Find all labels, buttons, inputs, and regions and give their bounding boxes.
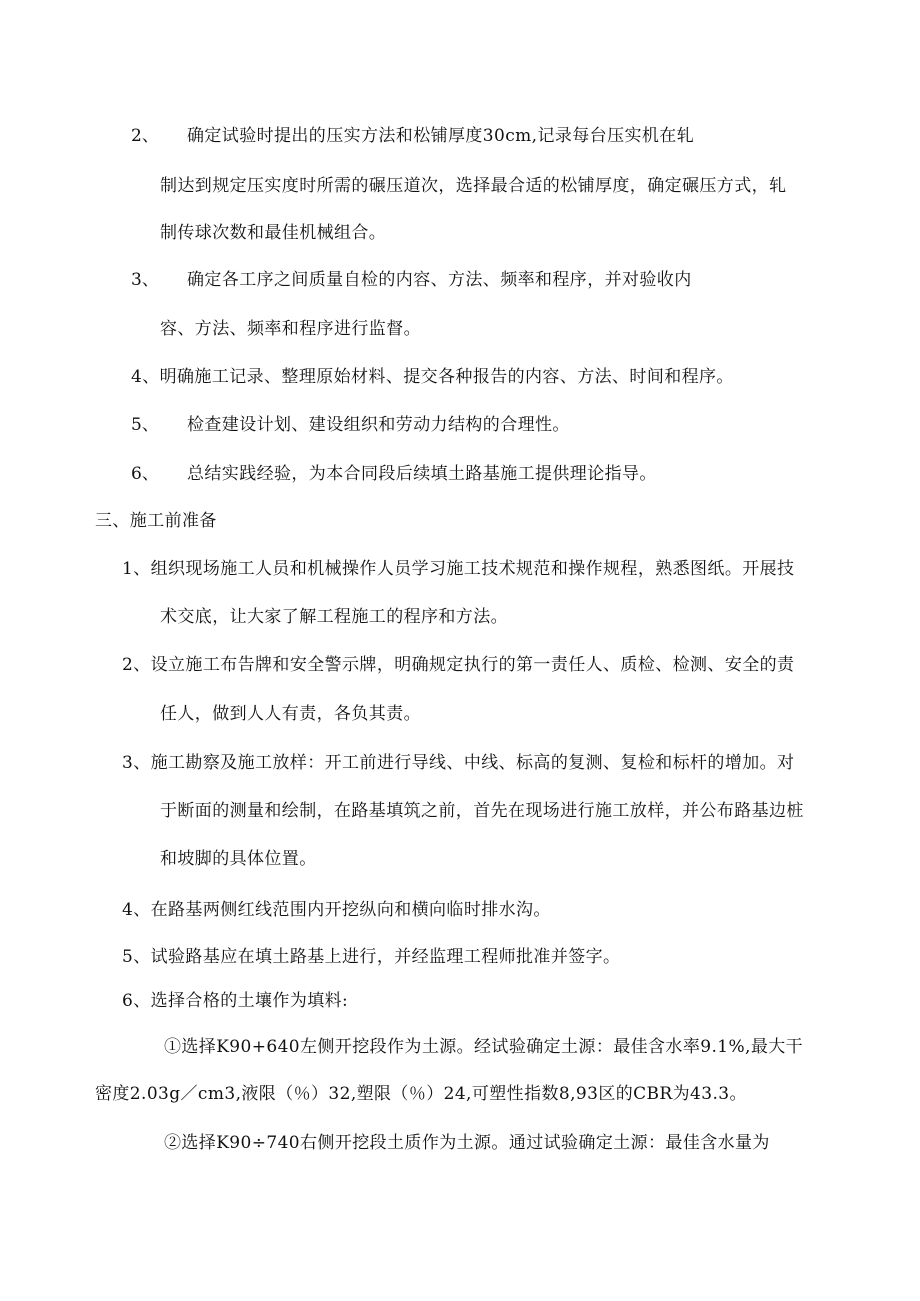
item-number: 3、 xyxy=(131,270,159,290)
item-text-continued: 制传球次数和最佳机械组合。 xyxy=(160,223,387,243)
prep-item-continued: 于断面的测量和绘制，在路基填筑之前，首先在现场进行施工放样，并公布路基边桩 xyxy=(160,801,804,821)
item-text: 确定试验时提出的压实方法和松铺厚度30cm,记录每台压实机在轧 xyxy=(187,126,695,146)
prep-item: 5、试验路基应在填土路基上进行，并经监理工程师批准并签字。 xyxy=(122,947,621,967)
soil-item-continued: 密度2.03g／cm3,液限（％）32,塑限（％）24,可塑性指数8,93区的CBR为43.3。 xyxy=(95,1084,747,1104)
prep-item: 3、施工勘察及施工放样：开工前进行导线、中线、标高的复测、复检和标杆的增加。对 xyxy=(122,753,795,773)
section-title: 三、施工前准备 xyxy=(95,511,217,531)
prep-item-continued: 任人，做到人人有责，各负其责。 xyxy=(160,704,421,724)
item-text: 确定各工序之间质量自检的内容、方法、频率和程序，并对验收内 xyxy=(187,270,692,290)
item-text-continued: 容、方法、频率和程序进行监督。 xyxy=(160,319,421,339)
item-number: 5、 xyxy=(131,415,159,435)
item-text: 4、明确施工记录、整理原始材料、提交各种报告的内容、方法、时间和程序。 xyxy=(131,367,734,387)
prep-item: 2、设立施工布告牌和安全警示牌，明确规定执行的第一责任人、质检、检测、安全的责 xyxy=(122,655,795,675)
soil-item: ①选择K90+640左侧开挖段作为土源。经试验确定土源：最佳含水率9.1%,最大干 xyxy=(164,1037,804,1057)
item-text: 总结实践经验，为本合同段后续填土路基施工提供理论指导。 xyxy=(187,464,657,484)
item-number: 2、 xyxy=(131,126,159,146)
prep-item: 6、选择合格的土壤作为填料: xyxy=(122,991,349,1011)
prep-item: 1、组织现场施工人员和机械操作人员学习施工技术规范和操作规程，熟悉图纸。开展技 xyxy=(122,559,795,579)
prep-item-continued: 和坡脚的具体位置。 xyxy=(160,849,317,869)
prep-item-continued: 术交底，让大家了解工程施工的程序和方法。 xyxy=(160,607,508,627)
item-text: 检查建设计划、建设组织和劳动力结构的合理性。 xyxy=(187,415,570,435)
item-number: 6、 xyxy=(131,464,159,484)
item-text-continued: 制达到规定压实度时所需的碾压道次，选择最合适的松铺厚度，确定碾压方式，轧 xyxy=(160,176,787,196)
prep-item: 4、在路基两侧红线范围内开挖纵向和横向临时排水沟。 xyxy=(122,900,551,920)
soil-item: ②选择K90÷740右侧开挖段土质作为土源。通过试验确定土源：最佳含水量为 xyxy=(164,1133,770,1153)
